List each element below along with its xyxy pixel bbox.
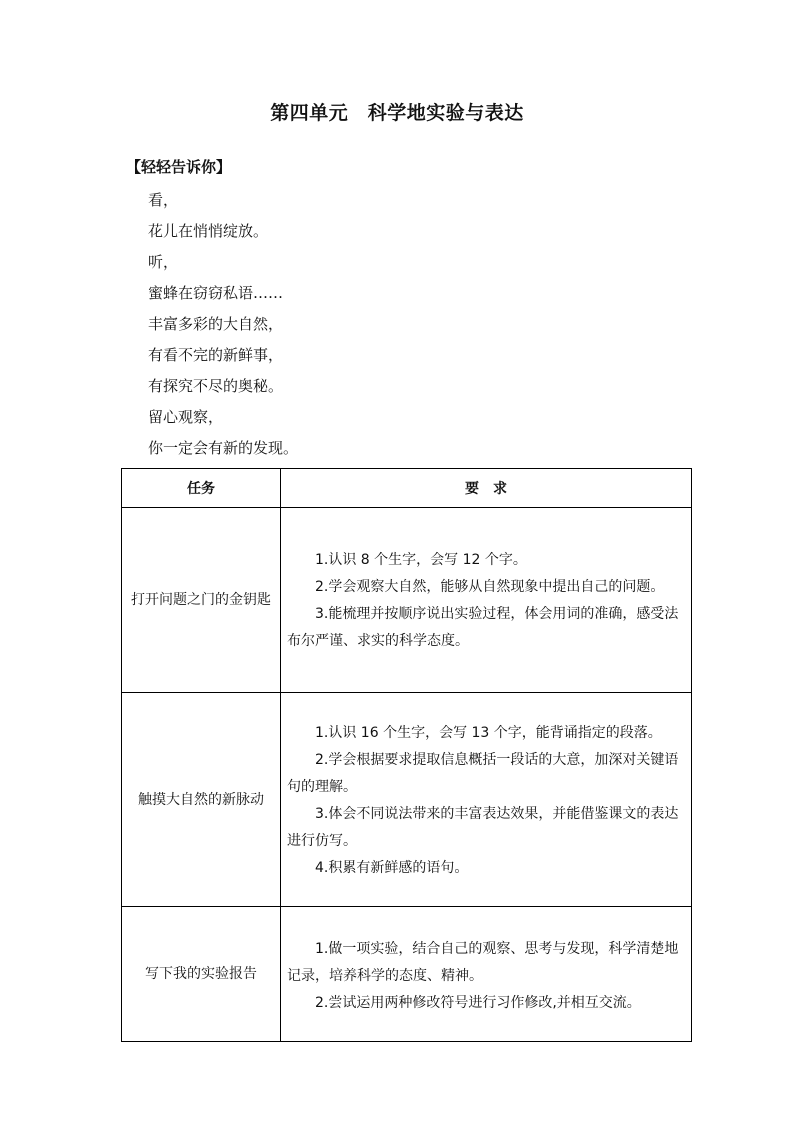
table-row [122,508,692,693]
poem-line: 看， [148,191,179,209]
section-heading: 【轻轻告诉你】 [126,158,232,176]
poem-line: 丰富多彩的大自然， [148,315,284,333]
task-name: 写下我的实验报告 [122,907,281,1042]
task-name: 打开问题之门的金钥匙 [122,508,281,693]
requirement-item: 3.体会不同说法带来的丰富表达效果，并能借鉴课文的表达进行仿写。 [287,805,679,849]
poem-line: 花儿在悄悄绽放。 [148,222,269,240]
requirements-cell [281,693,692,907]
requirement-item: 1.做一项实验，结合自己的观察、思考与发现，科学清楚地记录，培养科学的态度、精神。 [287,940,679,984]
requirement-item: 1.认识 8 个生字，会写 12 个字。 [315,552,527,568]
poem-line: 有看不完的新鲜事， [148,346,284,364]
table-row [122,907,692,1042]
poem-line: 听， [148,253,179,271]
requirement-item: 2.尝试运用两种修改符号进行习作修改,并相互交流。 [315,994,641,1011]
task-name: 触摸大自然的新脉动 [122,693,281,907]
poem [148,188,298,467]
page-title: 第四单元 科学地实验与表达 [270,102,524,124]
requirement-item: 4.积累有新鲜感的语句。 [315,859,469,876]
requirements-cell [281,508,692,693]
poem-line: 有探究不尽的奥秘。 [148,377,284,395]
poem-line: 蜜蜂在窃窃私语…… [148,284,284,302]
poem-line: 你一定会有新的发现。 [148,439,299,457]
task-table [121,468,692,1042]
table-row [122,693,692,907]
requirement-item: 1.认识 16 个生字，会写 13 个字，能背诵指定的段落。 [315,724,662,741]
requirement-item: 2.学会观察大自然，能够从自然现象中提出自己的问题。 [315,579,665,595]
requirement-item: 3.能梳理并按顺序说出实验过程，体会用词的准确，感受法布尔严谨、求实的科学态度。 [287,606,679,649]
table-header-row [122,469,692,508]
requirements-cell [281,907,692,1042]
header-task: 任务 [122,469,281,508]
poem-line: 留心观察， [148,408,224,426]
header-requirements: 要 求 [281,469,692,508]
requirement-item: 2.学会根据要求提取信息概括一段话的大意，加深对关键语句的理解。 [287,751,679,795]
